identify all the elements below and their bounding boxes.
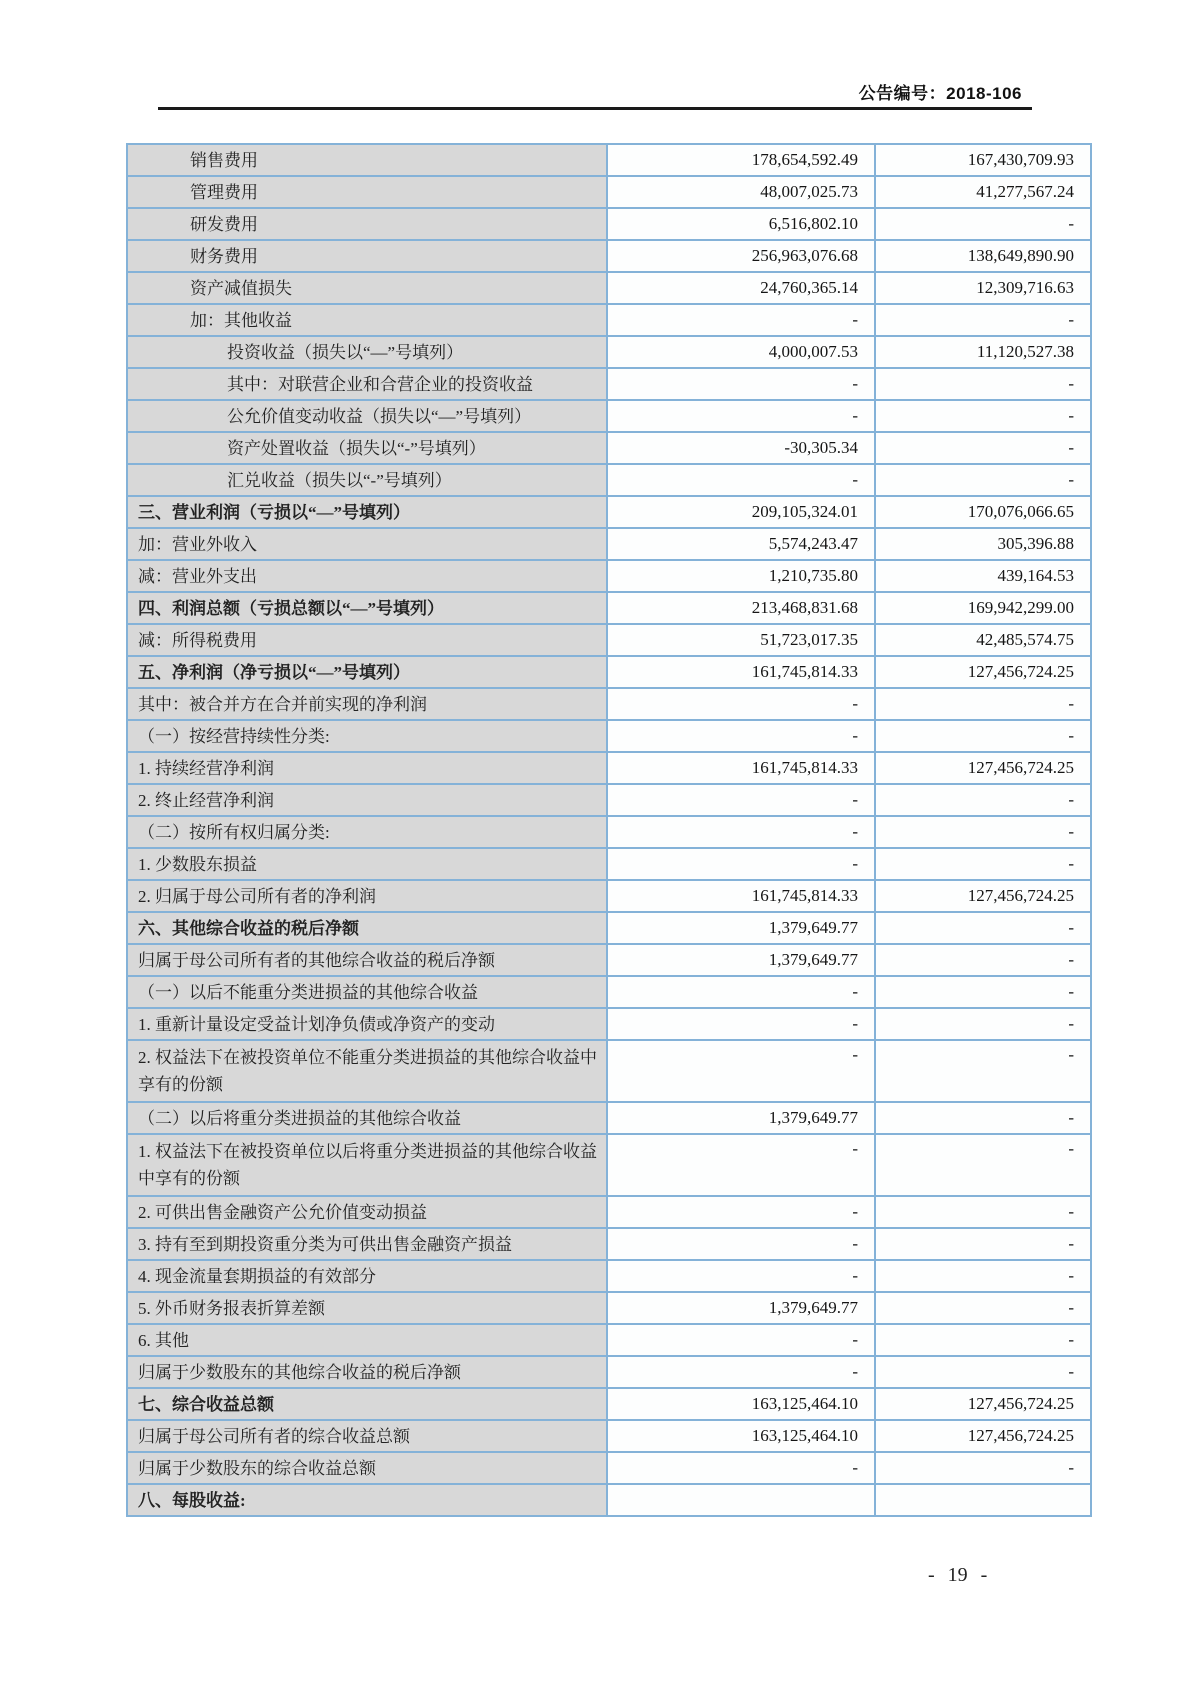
row-label-cell: 5. 外币财务报表折算差额: [128, 1293, 606, 1323]
table-row: [128, 239, 1090, 271]
row-label-cell: 2. 可供出售金融资产公允价值变动损益: [128, 1197, 606, 1227]
prior-period-amount-cell: -: [874, 1293, 1090, 1323]
prior-period-amount-cell: -: [874, 1135, 1090, 1195]
table-row: [128, 367, 1090, 399]
table-row: [128, 559, 1090, 591]
prior-period-amount-cell: -: [874, 913, 1090, 943]
table-row: [128, 271, 1090, 303]
prior-period-amount-cell: 305,396.88: [874, 529, 1090, 559]
current-period-amount-cell: -30,305.34: [606, 433, 874, 463]
row-label-cell: 其中：对联营企业和合营企业的投资收益: [128, 369, 606, 399]
row-label-cell: 归属于少数股东的综合收益总额: [128, 1453, 606, 1483]
table-row: [128, 1007, 1090, 1039]
prior-period-amount-cell: -: [874, 465, 1090, 495]
current-period-amount-cell: 161,745,814.33: [606, 753, 874, 783]
table-row: [128, 1323, 1090, 1355]
row-label-cell: 2. 权益法下在被投资单位不能重分类进损益的其他综合收益中享有的份额: [128, 1041, 606, 1101]
row-label-cell: 研发费用: [128, 209, 606, 239]
prior-period-amount-cell: 439,164.53: [874, 561, 1090, 591]
row-label-cell: 4. 现金流量套期损益的有效部分: [128, 1261, 606, 1291]
current-period-amount-cell: 256,963,076.68: [606, 241, 874, 271]
row-label-cell: 3. 持有至到期投资重分类为可供出售金融资产损益: [128, 1229, 606, 1259]
prior-period-amount-cell: -: [874, 1261, 1090, 1291]
row-label-cell: 八、每股收益:: [128, 1485, 606, 1515]
prior-period-amount-cell: -: [874, 209, 1090, 239]
row-label-cell: 减：所得税费用: [128, 625, 606, 655]
row-label-cell: 归属于母公司所有者的其他综合收益的税后净额: [128, 945, 606, 975]
table-row: [128, 1355, 1090, 1387]
row-label-cell: 6. 其他: [128, 1325, 606, 1355]
current-period-amount-cell: -: [606, 721, 874, 751]
current-period-amount-cell: 5,574,243.47: [606, 529, 874, 559]
table-row: [128, 1259, 1090, 1291]
prior-period-amount-cell: -: [874, 721, 1090, 751]
current-period-amount-cell: 1,379,649.77: [606, 913, 874, 943]
income-table: [126, 143, 1092, 1517]
table-row: [128, 527, 1090, 559]
prior-period-amount-cell: -: [874, 433, 1090, 463]
current-period-amount-cell: 51,723,017.35: [606, 625, 874, 655]
prior-period-amount-cell: -: [874, 689, 1090, 719]
prior-period-amount-cell: -: [874, 305, 1090, 335]
prior-period-amount-cell: -: [874, 1453, 1090, 1483]
table-row: [128, 623, 1090, 655]
prior-period-amount-cell: 127,456,724.25: [874, 753, 1090, 783]
row-label-cell: 2. 终止经营净利润: [128, 785, 606, 815]
current-period-amount-cell: 163,125,464.10: [606, 1421, 874, 1451]
current-period-amount-cell: 1,210,735.80: [606, 561, 874, 591]
prior-period-amount-cell: 127,456,724.25: [874, 881, 1090, 911]
current-period-amount-cell: -: [606, 1325, 874, 1355]
prior-period-amount-cell: -: [874, 369, 1090, 399]
row-label-cell: 资产处置收益（损失以“-”号填列）: [128, 433, 606, 463]
table-row: [128, 463, 1090, 495]
current-period-amount-cell: 163,125,464.10: [606, 1389, 874, 1419]
current-period-amount-cell: 178,654,592.49: [606, 145, 874, 175]
prior-period-amount-cell: -: [874, 1103, 1090, 1133]
current-period-amount-cell: 209,105,324.01: [606, 497, 874, 527]
table-row: [128, 495, 1090, 527]
current-period-amount-cell: -: [606, 1261, 874, 1291]
table-row: [128, 335, 1090, 367]
prior-period-amount-cell: -: [874, 817, 1090, 847]
row-label-cell: （二）以后将重分类进损益的其他综合收益: [128, 1103, 606, 1133]
row-label-cell: 投资收益（损失以“—”号填列）: [128, 337, 606, 367]
table-row: [128, 431, 1090, 463]
current-period-amount-cell: -: [606, 1357, 874, 1387]
current-period-amount-cell: -: [606, 1453, 874, 1483]
current-period-amount-cell: -: [606, 465, 874, 495]
prior-period-amount-cell: -: [874, 1357, 1090, 1387]
current-period-amount-cell: -: [606, 1135, 874, 1195]
prior-period-amount-cell: 170,076,066.65: [874, 497, 1090, 527]
prior-period-amount-cell: 41,277,567.24: [874, 177, 1090, 207]
table-row: [128, 687, 1090, 719]
current-period-amount-cell: 1,379,649.77: [606, 945, 874, 975]
prior-period-amount-cell: 127,456,724.25: [874, 1389, 1090, 1419]
table-row: [128, 175, 1090, 207]
current-period-amount-cell: 6,516,802.10: [606, 209, 874, 239]
header-rule: [158, 107, 1032, 110]
current-period-amount-cell: -: [606, 977, 874, 1007]
row-label-cell: 资产减值损失: [128, 273, 606, 303]
row-label-cell: 归属于少数股东的其他综合收益的税后净额: [128, 1357, 606, 1387]
row-label-cell: 减：营业外支出: [128, 561, 606, 591]
current-period-amount-cell: -: [606, 369, 874, 399]
row-label-cell: 加：其他收益: [128, 305, 606, 335]
prior-period-amount-cell: -: [874, 849, 1090, 879]
table-row: [128, 1291, 1090, 1323]
table-row: [128, 943, 1090, 975]
row-label-cell: 四、利润总额（亏损总额以“—”号填列）: [128, 593, 606, 623]
table-row: [128, 1039, 1090, 1101]
table-row: [128, 783, 1090, 815]
row-label-cell: 归属于母公司所有者的综合收益总额: [128, 1421, 606, 1451]
table-row: [128, 1227, 1090, 1259]
row-label-cell: 汇兑收益（损失以“-”号填列）: [128, 465, 606, 495]
current-period-amount-cell: 1,379,649.77: [606, 1293, 874, 1323]
table-row: [128, 303, 1090, 335]
prior-period-amount-cell: [874, 1485, 1090, 1515]
row-label-cell: 2. 归属于母公司所有者的净利润: [128, 881, 606, 911]
announcement-number: 公告编号：2018-106: [858, 84, 1022, 103]
table-row: [128, 847, 1090, 879]
current-period-amount-cell: 4,000,007.53: [606, 337, 874, 367]
row-label-cell: 1. 重新计量设定受益计划净负债或净资产的变动: [128, 1009, 606, 1039]
table-row: [128, 1419, 1090, 1451]
prior-period-amount-cell: -: [874, 1325, 1090, 1355]
table-row: [128, 399, 1090, 431]
prior-period-amount-cell: 127,456,724.25: [874, 657, 1090, 687]
current-period-amount-cell: -: [606, 849, 874, 879]
current-period-amount-cell: 48,007,025.73: [606, 177, 874, 207]
table-row: [128, 145, 1090, 175]
current-period-amount-cell: [606, 1485, 874, 1515]
prior-period-amount-cell: -: [874, 1197, 1090, 1227]
table-row: [128, 911, 1090, 943]
current-period-amount-cell: -: [606, 1229, 874, 1259]
current-period-amount-cell: -: [606, 305, 874, 335]
row-label-cell: 1. 权益法下在被投资单位以后将重分类进损益的其他综合收益中享有的份额: [128, 1135, 606, 1195]
current-period-amount-cell: 24,760,365.14: [606, 273, 874, 303]
current-period-amount-cell: -: [606, 785, 874, 815]
table-row: [128, 1195, 1090, 1227]
prior-period-amount-cell: -: [874, 1041, 1090, 1101]
row-label-cell: 公允价值变动收益（损失以“—”号填列）: [128, 401, 606, 431]
prior-period-amount-cell: 42,485,574.75: [874, 625, 1090, 655]
table-row: [128, 815, 1090, 847]
current-period-amount-cell: 161,745,814.33: [606, 657, 874, 687]
table-row: [128, 207, 1090, 239]
prior-period-amount-cell: 167,430,709.93: [874, 145, 1090, 175]
prior-period-amount-cell: 127,456,724.25: [874, 1421, 1090, 1451]
row-label-cell: （一）以后不能重分类进损益的其他综合收益: [128, 977, 606, 1007]
current-period-amount-cell: -: [606, 1009, 874, 1039]
prior-period-amount-cell: 12,309,716.63: [874, 273, 1090, 303]
row-label-cell: 1. 持续经营净利润: [128, 753, 606, 783]
prior-period-amount-cell: -: [874, 1009, 1090, 1039]
table-row: [128, 1451, 1090, 1483]
current-period-amount-cell: -: [606, 817, 874, 847]
prior-period-amount-cell: 169,942,299.00: [874, 593, 1090, 623]
current-period-amount-cell: 161,745,814.33: [606, 881, 874, 911]
row-label-cell: 其中：被合并方在合并前实现的净利润: [128, 689, 606, 719]
row-label-cell: 加：营业外收入: [128, 529, 606, 559]
prior-period-amount-cell: -: [874, 977, 1090, 1007]
row-label-cell: 销售费用: [128, 145, 606, 175]
table-row: [128, 591, 1090, 623]
current-period-amount-cell: 213,468,831.68: [606, 593, 874, 623]
prior-period-amount-cell: -: [874, 785, 1090, 815]
table-row: [128, 719, 1090, 751]
table-row: [128, 1483, 1090, 1515]
current-period-amount-cell: -: [606, 689, 874, 719]
table-row: [128, 975, 1090, 1007]
row-label-cell: （二）按所有权归属分类:: [128, 817, 606, 847]
prior-period-amount-cell: 138,649,890.90: [874, 241, 1090, 271]
current-period-amount-cell: 1,379,649.77: [606, 1103, 874, 1133]
table-row: [128, 751, 1090, 783]
row-label-cell: 管理费用: [128, 177, 606, 207]
prior-period-amount-cell: -: [874, 945, 1090, 975]
row-label-cell: 财务费用: [128, 241, 606, 271]
current-period-amount-cell: -: [606, 401, 874, 431]
row-label-cell: 1. 少数股东损益: [128, 849, 606, 879]
row-label-cell: 五、净利润（净亏损以“—”号填列）: [128, 657, 606, 687]
row-label-cell: 六、其他综合收益的税后净额: [128, 913, 606, 943]
row-label-cell: （一）按经营持续性分类:: [128, 721, 606, 751]
table-row: [128, 879, 1090, 911]
table-row: [128, 1387, 1090, 1419]
row-label-cell: 三、营业利润（亏损以“—”号填列）: [128, 497, 606, 527]
prior-period-amount-cell: 11,120,527.38: [874, 337, 1090, 367]
page-number: - 19 -: [928, 1564, 988, 1586]
table-row: [128, 655, 1090, 687]
table-row: [128, 1101, 1090, 1133]
row-label-cell: 七、综合收益总额: [128, 1389, 606, 1419]
table-row: [128, 1133, 1090, 1195]
current-period-amount-cell: -: [606, 1197, 874, 1227]
prior-period-amount-cell: -: [874, 1229, 1090, 1259]
current-period-amount-cell: -: [606, 1041, 874, 1101]
prior-period-amount-cell: -: [874, 401, 1090, 431]
